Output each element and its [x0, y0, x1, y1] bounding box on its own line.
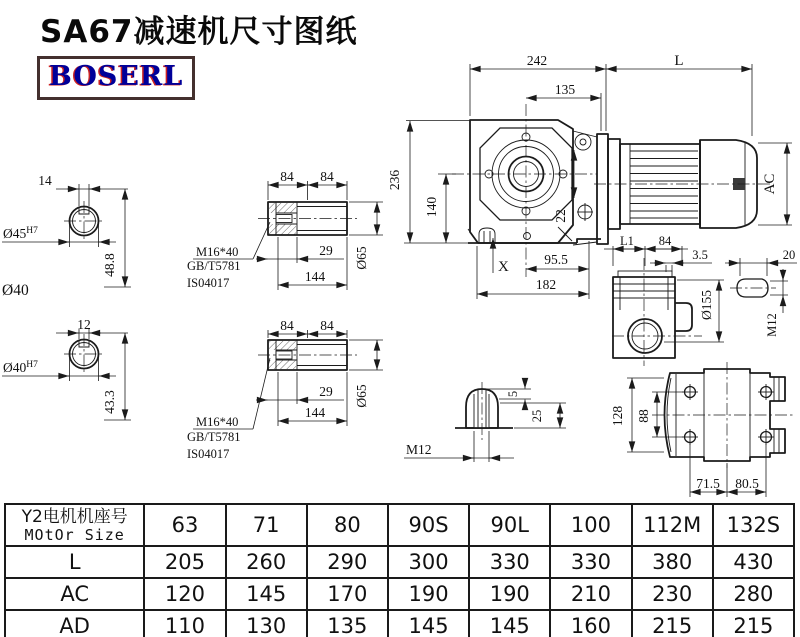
- label-bore40-dia: $Ø40^{H7}$: [3, 360, 38, 375]
- label-shaft1-std2: IS04017: [187, 276, 230, 290]
- dim-shaft1-seg1: 84: [280, 169, 294, 184]
- cell: 130: [226, 610, 307, 637]
- cell: 145: [226, 578, 307, 610]
- dim-main-height: 236: [387, 169, 402, 191]
- dim-main-motor-dia: AC: [762, 173, 778, 195]
- table-row-AD: [5, 610, 794, 637]
- cell: 330: [550, 546, 631, 578]
- col-header: 100: [550, 504, 631, 546]
- dim-main-axis: 140: [424, 196, 439, 218]
- dim-side-keylen: 20: [782, 248, 796, 262]
- cell: 215: [632, 610, 713, 637]
- col-header: 112M: [632, 504, 713, 546]
- dim-top-holes: 88: [636, 409, 651, 423]
- label-shaft-dia-40: Ø40: [2, 282, 29, 299]
- brand-logo-text: BOSERL: [49, 61, 184, 92]
- dim-shaft1-len: 144: [304, 269, 326, 284]
- label-shaft1-std1: GB/T5781: [187, 259, 241, 273]
- cell: 430: [713, 546, 794, 578]
- cell: 160: [550, 610, 631, 637]
- label-shaft2-std1: GB/T5781: [187, 430, 241, 444]
- dim-shaft1-dia: Ø65: [354, 246, 369, 270]
- dim-side-l1: L1: [620, 234, 634, 248]
- cell: 110: [144, 610, 225, 637]
- col-header: 63: [144, 504, 225, 546]
- motor-fins: [630, 151, 698, 218]
- table-header-row: [5, 504, 794, 546]
- cell: 230: [632, 578, 713, 610]
- table-row-L: [5, 546, 794, 578]
- view-output-bore-40: [2, 317, 131, 420]
- view-hollow-shaft-lower: [187, 318, 383, 461]
- dim-bolt-tip: 5: [506, 390, 520, 398]
- label-shaft2-std2: IS04017: [187, 447, 230, 461]
- dim-bore40-height: 43.3: [102, 390, 117, 414]
- col-header: 132S: [713, 504, 794, 546]
- motor-size-table: [4, 503, 795, 637]
- dim-shaft2-dia: Ø65: [354, 384, 369, 408]
- cell: 135: [307, 610, 388, 637]
- dim-top-b1: 71.5: [696, 476, 720, 491]
- dim-side-84: 84: [658, 234, 672, 248]
- cell: 260: [226, 546, 307, 578]
- row-label: AC: [5, 578, 144, 610]
- col-header: 90S: [388, 504, 469, 546]
- table-row-AC: [5, 578, 794, 610]
- dim-shaft1-hub: 29: [319, 243, 333, 258]
- col-header: 71: [226, 504, 307, 546]
- view-top: [610, 362, 795, 497]
- label-bolt-thread: M12: [406, 442, 432, 457]
- row-label: L: [5, 546, 144, 578]
- dim-main-face: 135: [554, 82, 576, 97]
- view-bolt-detail: [404, 380, 566, 462]
- cell: 210: [550, 578, 631, 610]
- motor-size-label-cn: Y2电机机座号: [21, 506, 128, 527]
- dim-side-thread: M12: [765, 313, 779, 337]
- col-header: 90L: [469, 504, 550, 546]
- dim-main-total: 242: [526, 53, 548, 68]
- col-header-motor-size: [5, 504, 144, 546]
- cell: 300: [388, 546, 469, 578]
- label-main-xmark: X: [498, 259, 509, 275]
- cell: 120: [144, 578, 225, 610]
- dim-side-dia: Ø155: [699, 290, 714, 320]
- cell: 380: [632, 546, 713, 578]
- label-shaft1-bolt: M16*40: [196, 245, 239, 259]
- cell: 170: [307, 578, 388, 610]
- dim-shaft2-len: 144: [304, 405, 326, 420]
- dim-top-height: 128: [610, 405, 625, 427]
- view-output-bore-45: [2, 173, 131, 299]
- dim-shaft2-hub: 29: [319, 384, 333, 399]
- dim-main-pilot: 22: [553, 209, 568, 223]
- cell: 280: [713, 578, 794, 610]
- dim-shaft1-seg2: 84: [320, 169, 334, 184]
- dim-bolt-len: 25: [530, 409, 544, 423]
- view-main-assembly: [387, 53, 792, 299]
- cell: 145: [469, 610, 550, 637]
- cell: 190: [388, 578, 469, 610]
- cell: 215: [713, 610, 794, 637]
- dim-main-c1: 95.5: [544, 252, 568, 267]
- dim-main-motor-length: L: [674, 53, 684, 69]
- dim-bore45-height: 48.8: [102, 253, 117, 277]
- dim-side-gap: 3.5: [692, 248, 708, 262]
- cell: 145: [388, 610, 469, 637]
- col-header: 80: [307, 504, 388, 546]
- dim-bore45-width: 14: [38, 173, 52, 188]
- dim-bore40-width: 12: [77, 317, 91, 332]
- dim-main-base: 182: [535, 277, 557, 292]
- cell: 330: [469, 546, 550, 578]
- brand-logo: [37, 56, 195, 100]
- dim-top-b2: 80.5: [735, 476, 759, 491]
- cell: 290: [307, 546, 388, 578]
- row-label: AD: [5, 610, 144, 637]
- view-side: [604, 234, 797, 366]
- motor-size-label-en: MOtOr Size: [24, 525, 125, 544]
- cell: 205: [144, 546, 225, 578]
- view-hollow-shaft-upper: [187, 169, 383, 290]
- dim-shaft2-seg2: 84: [320, 318, 334, 333]
- label-shaft2-bolt: M16*40: [196, 415, 239, 429]
- cell: 190: [469, 578, 550, 610]
- dim-shaft2-seg1: 84: [280, 318, 294, 333]
- page-title: SA67减速机尺寸图纸: [40, 14, 358, 50]
- label-bore45-dia: $Ø45^{H7}$: [3, 226, 38, 241]
